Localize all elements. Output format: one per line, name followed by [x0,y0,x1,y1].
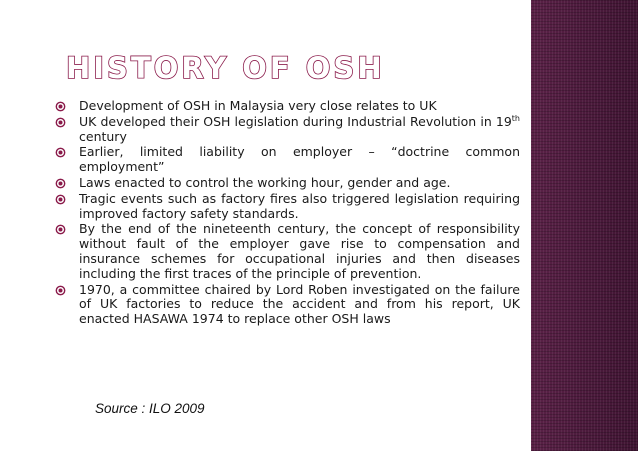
circle-bullet-icon [55,117,66,128]
superscript: th [511,113,520,123]
bullet-item [54,115,520,145]
source-caption: Source : ILO 2009 [95,401,205,416]
bullet-item [54,222,520,281]
circle-bullet-icon [55,224,66,235]
circle-bullet-icon [55,285,66,296]
bullet-text: By the end of the nineteenth century, the concept of responsibility without fault of the employer gave rise to compensation and insurance schemes for occupational injuries and then diseases including the first traces of the principle of prevention. [79,221,520,281]
bullet-text-part: UK developed their OSH legislation during Industrial Revolution in 19 [79,113,512,129]
circle-bullet-icon [55,147,66,158]
circle-bullet-icon [55,178,66,189]
bullet-text: Earlier, limited liability on employer – “doctrine common employment” [79,144,520,175]
bullet-item [54,192,520,222]
decorative-side-bar [531,0,638,451]
bullet-item [54,99,520,114]
bullet-text: Development of OSH in Malaysia very close relates to UK [79,98,437,113]
bullet-text: 1970, a committee chaired by Lord Roben investigated on the failure of UK factories to reduce the accident and from his report, UK enacted HASAWA 1974 to replace other OSH laws [79,281,520,327]
circle-bullet-icon [55,194,66,205]
bullet-item [54,283,520,327]
slide-title: HISTORY OF OSH [66,51,385,85]
bullet-text: Laws enacted to control the working hour, gender and age. [79,174,451,190]
circle-bullet-icon [55,101,66,112]
bullet-item [54,145,520,175]
bullet-item [54,176,520,191]
bullet-text: Tragic events such as factory fires also triggered legislation requiring improved factory safety standards. [79,190,520,221]
bullet-text-part: century [79,128,127,144]
bullet-list [54,99,520,328]
bullet-text [79,114,520,144]
